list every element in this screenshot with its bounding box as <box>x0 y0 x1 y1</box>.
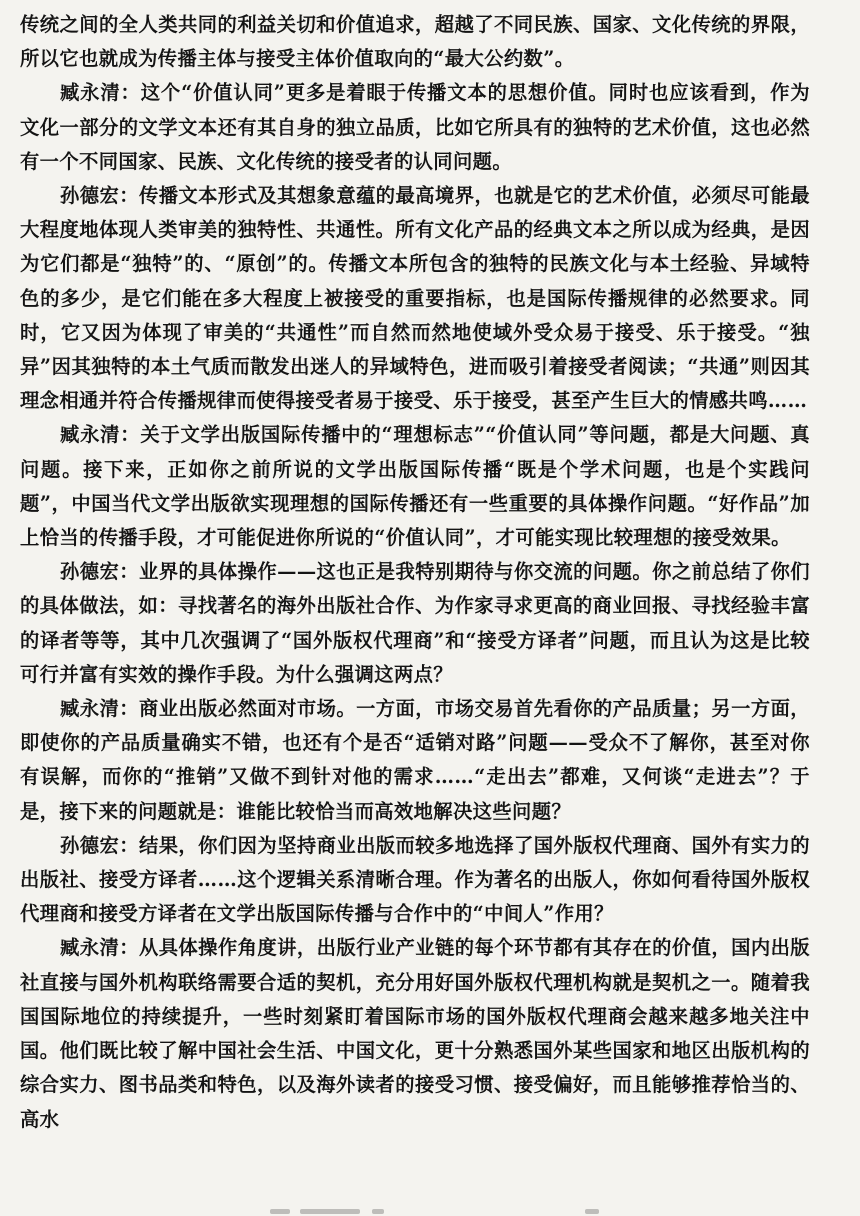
paragraph-sun-2: 孙德宏：业界的具体操作——这也正是我特别期待与你交流的问题。你之前总结了你们的具体做法，如：寻找著名的海外出版社合作、为作家寻求更高的商业回报、寻找经验丰富的译者等等，其中几次强调了“国外版权代理商”和“接受方译者”问题，而且认为这是比较可行并富有实效的操作手段。为什么强调这两点？ <box>20 560 810 686</box>
paragraph-sun-3: 孙德宏：结果，你们因为坚持商业出版而较多地选择了国外版权代理商、国外有实力的出版社、接受方译者……这个逻辑关系清晰合理。作为著名的出版人，你如何看待国外版权代理商和接受方译者在文学出版国际传播与合作中的“中间人”作用？ <box>20 833 810 926</box>
paragraph-sun-1: 孙德宏：传播文本形式及其想象意蕴的最高境界，也就是它的艺术价值，必须尽可能最大程度地体现人类审美的独特性、共通性。所有文化产品的经典文本之所以成为经典，是因为它们都是“独特”的、“原创”的。传播文本所包含的独特的民族文化与本土经验、异域特色的多少，是它们能在多大程度上被接受的重要指标，也是国际传播规律的必然要求。同时，它又因为体现了审美的“共通性”而自然而然地使域外受众易于接受、乐于接受。“独异”因其独特的本土气质而散发出迷人的异域特色，进而吸引着接受者阅读；“共通”则因其理念相通并符合传播规律而使得接受者易于接受、乐于接受，甚至产生巨大的情感共鸣…… <box>20 184 810 413</box>
cropped-next-line <box>0 1202 860 1216</box>
paragraph-zang-3: 臧永清：商业出版必然面对市场。一方面，市场交易首先看你的产品质量；另一方面，即使你的产品质量确实不错，也还有个是否“适销对路”问题——受众不了解你，甚至对你有误解，而你的“推销”又做不到针对他的需求……“走出去”都难，又何谈“走进去”？于是，接下来的问题就是：谁能比较恰当而高效地解决这些问题？ <box>20 697 810 823</box>
paragraph-zang-1: 臧永清：这个“价值认同”更多是着眼于传播文本的思想价值。同时也应该看到，作为文化一部分的文学文本还有其自身的独立品质，比如它所具有的独特的艺术价值，这也必然有一个不同国家、民族、文化传统的接受者的认同问题。 <box>20 81 810 173</box>
paragraph-zang-2: 臧永清：关于文学出版国际传播中的“理想标志”“价值认同”等问题，都是大问题、真问题。接下来，正如你之前所说的文学出版国际传播“既是个学术问题，也是个实践问题”，中国当代文学出版欲实现理想的国际传播还有一些重要的具体操作问题。“好作品”加上恰当的传播手段，才可能促进你所说的“价值认同”，才可能实现比较理想的接受效果。 <box>20 423 810 550</box>
paragraph-continuation: 传统之间的全人类共同的利益关切和价值追求，超越了不同民族、国家、文化传统的界限，所以它也就成为传播主体与接受主体价值取向的“最大公约数”。 <box>20 13 810 71</box>
paragraph-zang-4: 臧永清：从具体操作角度讲，出版行业产业链的每个环节都有其存在的价值，国内出版社直接与国外机构联络需要合适的契机，充分用好国外版权代理机构就是契机之一。随着我国国际地位的持续提升，一些时刻紧盯着国际市场的国外版权代理商会越来越多地关注中国。他们既比较了解中国社会生活、中国文化，更十分熟悉国外某些国家和地区出版机构的综合实力、图书品类和特色，以及海外读者的接受习惯、接受偏好，而且能够推荐恰当的、高水 <box>20 936 810 1131</box>
